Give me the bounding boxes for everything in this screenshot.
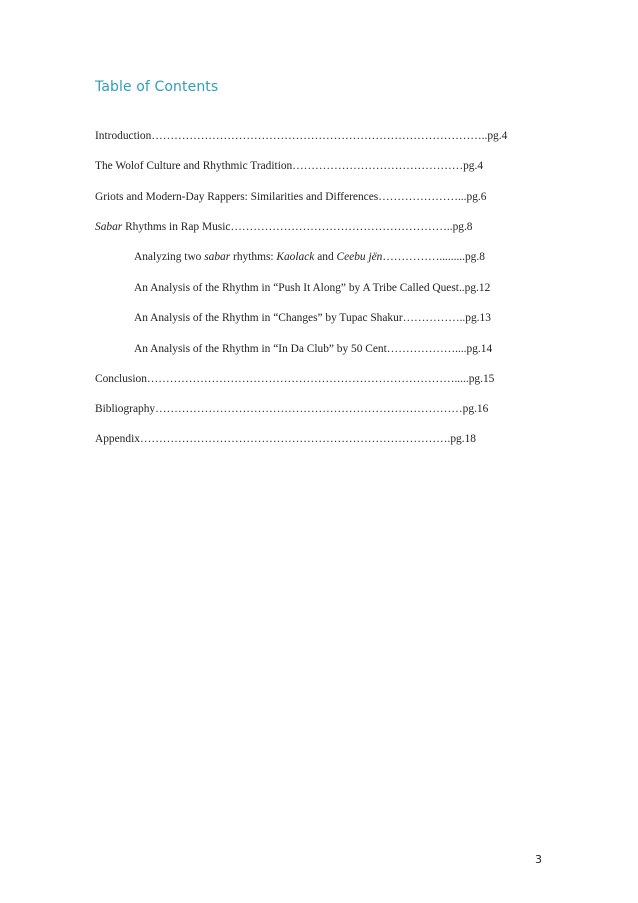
- toc-leader-dots: ………………………………………………………………………: [155, 403, 463, 415]
- toc-leader-dots: ………………....: [386, 343, 467, 355]
- toc-entry-conclusion: [95, 374, 494, 385]
- toc-entry-title: Bibliography: [95, 403, 156, 415]
- toc-leader-dots: ……………..: [402, 312, 466, 324]
- toc-page-ref: pg.12: [464, 282, 491, 294]
- toc-entry-title: Introduction: [95, 130, 152, 142]
- toc-subentry-changes: [134, 313, 491, 324]
- toc-entry-title: An Analysis of the Rhythm in “In Da Club” by 50 Cent: [134, 343, 387, 355]
- toc-page-ref: pg.8: [452, 221, 473, 233]
- toc-entry-title: Appendix: [95, 433, 140, 445]
- toc-subentry-push-it-along: [134, 283, 490, 294]
- toc-entry-title: An Analysis of the Rhythm in “Changes” by Tupac Shakur: [134, 312, 403, 324]
- toc-leader-dots: ……………………………………………………………………….: [139, 433, 451, 445]
- page-number: 3: [535, 853, 542, 866]
- toc-leader-dots: …………………...: [378, 191, 467, 203]
- toc-entry-introduction: [95, 131, 507, 142]
- toc-entry-title: rhythms:: [230, 251, 277, 263]
- toc-page-ref: pg.15: [468, 373, 495, 385]
- toc-leader-dots: ..: [458, 282, 465, 294]
- toc-title: Table of Contents: [95, 79, 219, 95]
- toc-page-ref: pg.4: [487, 130, 508, 142]
- toc-leader-dots: …………………………………………………..: [230, 221, 453, 233]
- toc-entry-title: Conclusion: [95, 373, 147, 385]
- toc-page-ref: pg.4: [463, 160, 484, 172]
- toc-entry-griots: [95, 192, 486, 203]
- toc-entry-title: An Analysis of the Rhythm in “Push It Along” by A Tribe Called Quest: [134, 282, 459, 294]
- toc-entry-title-italic: Kaolack: [276, 251, 315, 263]
- toc-leader-dots: ………………………………………: [292, 160, 464, 172]
- toc-entry-title: The Wolof Culture and Rhythmic Tradition: [95, 160, 293, 172]
- toc-entry-title: Rhythms in Rap Music: [122, 221, 231, 233]
- toc-leader-dots: ……………………………………………………………………….....: [146, 373, 469, 385]
- toc-entry-wolof-culture: [95, 161, 483, 172]
- toc-subentry-in-da-club: [134, 344, 492, 355]
- toc-entry-appendix: [95, 434, 476, 445]
- toc-entry-bibliography: [95, 404, 488, 415]
- toc-entry-title-italic: sabar: [204, 251, 231, 263]
- toc-subentry-analyzing-sabar: [134, 252, 485, 263]
- toc-page-ref: pg.6: [466, 191, 487, 203]
- toc-page-ref: pg.14: [466, 343, 493, 355]
- toc-entry-title-italic: Sabar: [95, 221, 123, 233]
- toc-leader-dots: ……………………………………………………………………………..: [151, 130, 488, 142]
- toc-entry-title: and: [314, 251, 337, 263]
- toc-page-ref: pg.8: [464, 251, 485, 263]
- toc-page-ref: pg.18: [450, 433, 476, 445]
- toc-entry-title: Analyzing two: [134, 251, 205, 263]
- toc-page-ref: pg.13: [465, 312, 491, 324]
- toc-leader-dots: …………….........: [382, 251, 465, 263]
- toc-entry-title-italic: Ceebu jën: [336, 251, 383, 263]
- toc-entry-sabar-rhythms: [95, 222, 473, 233]
- toc-entry-title: Griots and Modern-Day Rappers: Similarities and Differences: [95, 191, 379, 203]
- toc-page-ref: pg.16: [462, 403, 489, 415]
